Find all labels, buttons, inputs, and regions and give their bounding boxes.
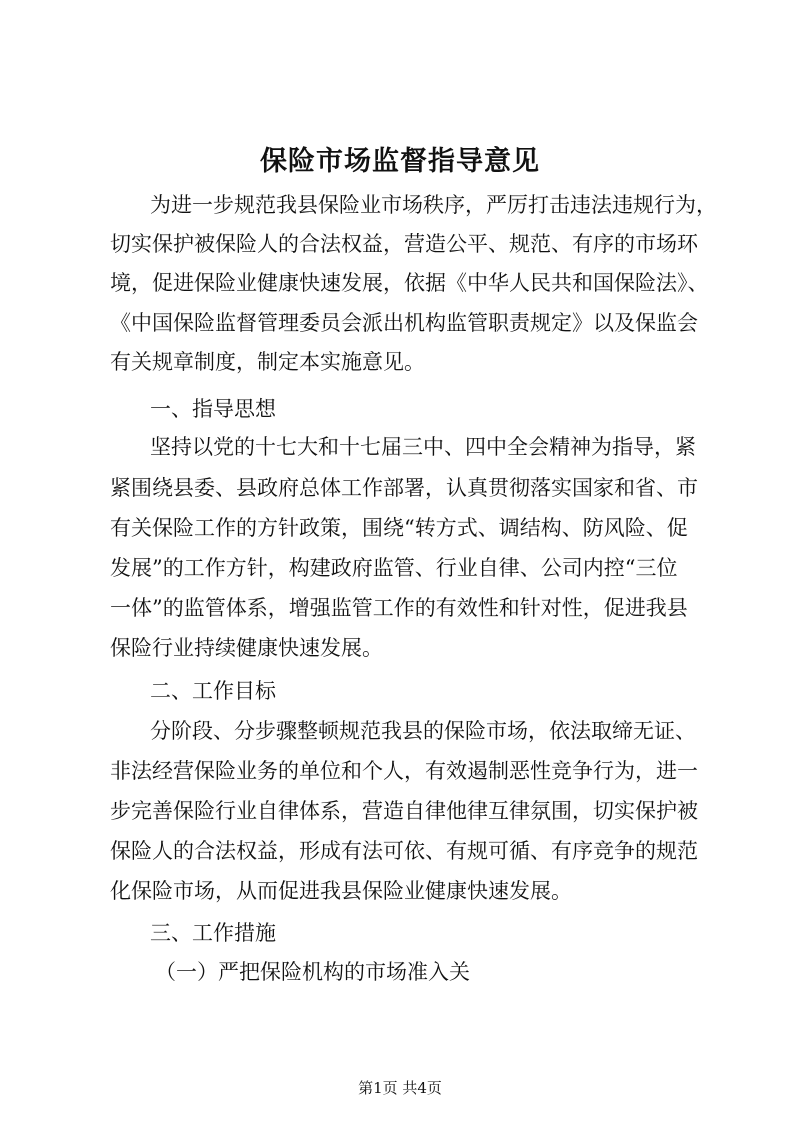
- section-heading: 二、工作目标: [150, 679, 276, 703]
- paragraph-line: 化保险市场，从而促进我县保险业健康快速发展。: [110, 879, 572, 903]
- paragraph-line: 坚持以党的十七大和十七届三中、四中全会精神为指导，紧: [150, 435, 696, 459]
- paragraph-line: 境，促进保险业健康快速发展，依据《中华人民共和国保险法》、: [110, 271, 709, 295]
- paragraph-line: 有关保险工作的方针政策，围绕“转方式、调结构、防风险、促: [110, 516, 688, 540]
- paragraph-line: 为进一步规范我县保险业市场秩序，严厉打击违法违规行为，: [150, 193, 717, 217]
- paragraph-line: 保险人的合法权益，形成有法可依、有规可循、有序竞争的规范: [110, 839, 698, 863]
- paragraph-line: 紧围绕县委、县政府总体工作部署，认真贯彻落实国家和省、市: [110, 476, 698, 500]
- paragraph-line: 一体”的监管体系，增强监管工作的有效性和针对性，促进我县: [110, 596, 688, 620]
- paragraph-line: 保险行业持续健康快速发展。: [110, 636, 383, 660]
- page-footer: 第1页 共4页: [358, 1079, 442, 1097]
- paragraph-line: 发展”的工作方针，构建政府监管、行业自律、公司内控“三位: [110, 556, 678, 580]
- section-heading: 三、工作措施: [150, 921, 276, 945]
- paragraph-line: 非法经营保险业务的单位和个人，有效遏制恶性竞争行为，进一: [110, 759, 698, 783]
- paragraph-line: 《中国保险监督管理委员会派出机构监管职责规定》以及保监会: [110, 311, 698, 335]
- section-heading: 一、指导思想: [150, 397, 276, 421]
- paragraph-line: 分阶段、分步骤整顿规范我县的保险市场，依法取缔无证、: [150, 719, 696, 743]
- paragraph-line: 步完善保险行业自律体系，营造自律他律互律氛围，切实保护被: [110, 799, 698, 823]
- paragraph-line: 切实保护被保险人的合法权益，营造公平、规范、有序的市场环: [110, 232, 698, 256]
- paragraph-line: 有关规章制度，制定本实施意见。: [110, 350, 425, 374]
- subsection-heading: （一）严把保险机构的市场准入关: [155, 960, 470, 984]
- document-title: 保险市场监督指导意见: [260, 146, 540, 177]
